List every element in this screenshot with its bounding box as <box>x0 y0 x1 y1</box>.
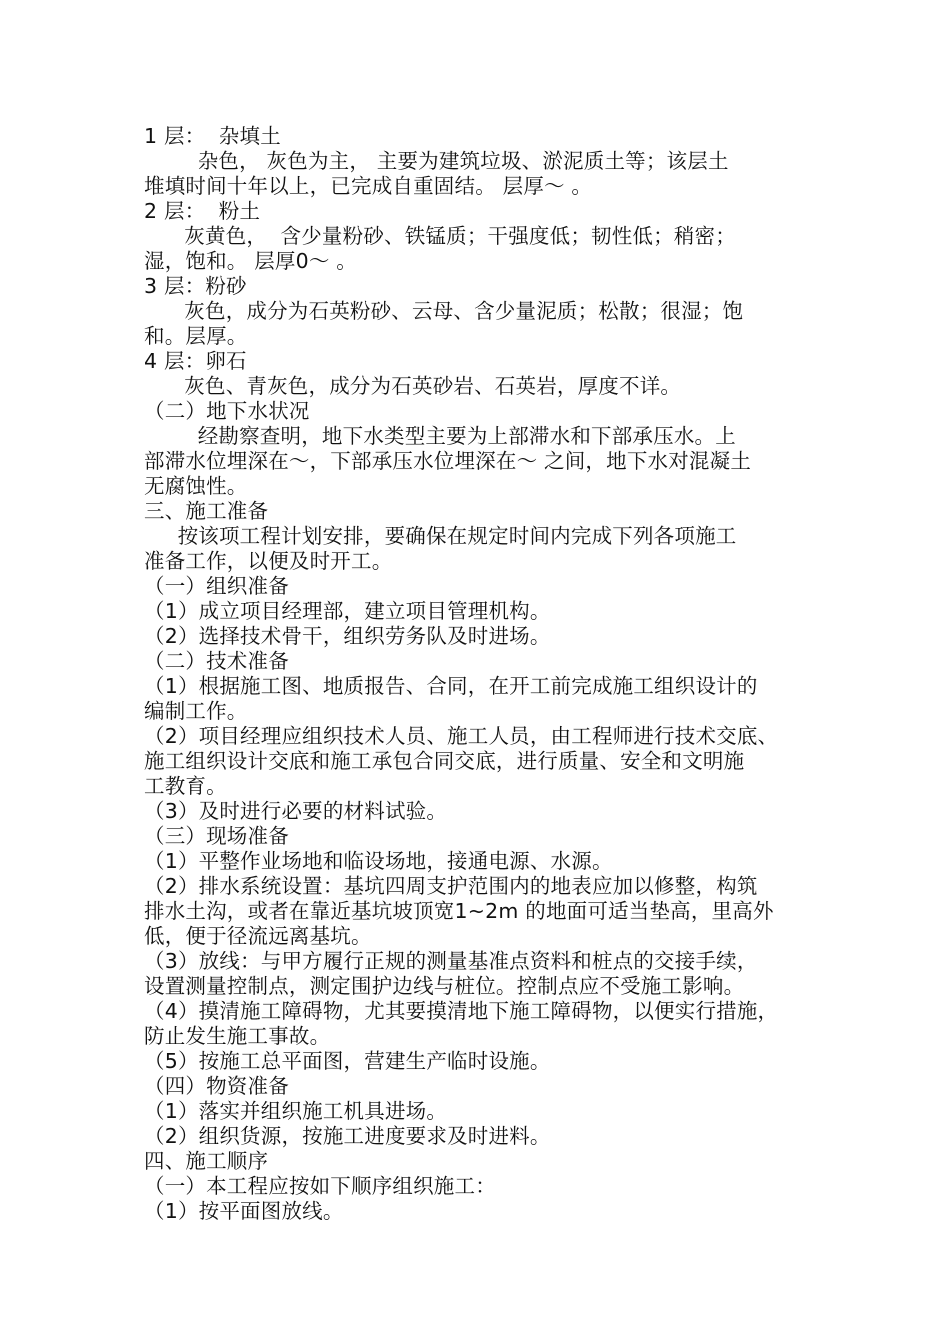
text-line: 工教育。 <box>144 774 227 798</box>
text-line: （4）摸清施工障碍物，尤其要摸清地下施工障碍物，以便实行措施， <box>144 999 779 1023</box>
text-line: 杂色， 灰色为主， 主要为建筑垃圾、淤泥质土等；该层土 <box>144 149 729 173</box>
text-line: 无腐蚀性。 <box>144 474 248 498</box>
text-line: （1）根据施工图、地质报告、合同，在开工前完成施工组织设计的 <box>144 674 758 698</box>
text-line: 3 层：粉砂 <box>144 274 247 298</box>
section-heading: （一）组织准备 <box>144 574 289 598</box>
text-line: 按该项工程计划安排，要确保在规定时间内完成下列各项施工 <box>144 524 737 548</box>
text-line: 部滞水位埋深在～，下部承压水位埋深在～ 之间，地下水对混凝土 <box>144 449 752 473</box>
section-heading: （三）现场准备 <box>144 824 289 848</box>
text-line: （2）项目经理应组织技术人员、施工人员，由工程师进行技术交底、 <box>144 724 779 748</box>
text-line: 4 层：卵石 <box>144 349 247 373</box>
text-line: （1）成立项目经理部，建立项目管理机构。 <box>144 599 551 623</box>
section-heading: （二）技术准备 <box>144 649 289 673</box>
text-line: （1）按平面图放线。 <box>144 1199 344 1223</box>
section-heading: 四、施工顺序 <box>144 1149 269 1173</box>
text-line: 堆填时间十年以上，已完成自重固结。 层厚～ 。 <box>144 174 593 198</box>
text-line: （1）落实并组织施工机具进场。 <box>144 1099 448 1123</box>
text-line: 施工组织设计交底和施工承包合同交底，进行质量、安全和文明施 <box>144 749 745 773</box>
text-line: （3）及时进行必要的材料试验。 <box>144 799 448 823</box>
text-line: （一）本工程应按如下顺序组织施工： <box>144 1174 496 1198</box>
text-line: 低，便于径流远离基坑。 <box>144 924 372 948</box>
text-line: 排水土沟，或者在靠近基坑坡顶宽1~2m 的地面可适当垫高，里高外 <box>144 899 774 923</box>
document-page <box>144 124 834 1224</box>
text-line: 2 层： 粉土 <box>144 199 261 223</box>
text-line: 设置测量控制点，测定围护边线与桩位。控制点应不受施工影响。 <box>144 974 745 998</box>
text-line: 灰黄色， 含少量粉砂、铁锰质；干强度低；韧性低；稍密； <box>144 224 736 248</box>
text-line: （3）放线：与甲方履行正规的测量基准点资料和桩点的交接手续， <box>144 949 758 973</box>
text-line: （2）选择技术骨干，组织劳务队及时进场。 <box>144 624 551 648</box>
text-line: 灰色，成分为石英粉砂、云母、含少量泥质；松散；很湿；饱 <box>144 299 744 323</box>
text-line: 编制工作。 <box>144 699 248 723</box>
text-line: 经勘察查明，地下水类型主要为上部滞水和下部承压水。上 <box>144 424 736 448</box>
text-line: （2）组织货源，按施工进度要求及时进料。 <box>144 1124 551 1148</box>
text-line: 灰色、青灰色，成分为石英砂岩、石英岩，厚度不详。 <box>144 374 682 398</box>
text-line: 1 层： 杂填土 <box>144 124 281 148</box>
text-line: 湿，饱和。 层厚0～ 。 <box>144 249 357 273</box>
text-line: （5）按施工总平面图，营建生产临时设施。 <box>144 1049 551 1073</box>
text-line: 准备工作，以便及时开工。 <box>144 549 393 573</box>
section-heading: 三、施工准备 <box>144 499 269 523</box>
text-line: （2）排水系统设置：基坑四周支护范围内的地表应加以修整，构筑 <box>144 874 758 898</box>
section-heading: （二）地下水状况 <box>144 399 310 423</box>
text-line: （1）平整作业场地和临设场地，接通电源、水源。 <box>144 849 613 873</box>
text-line: 和。层厚。 <box>144 324 248 348</box>
text-line: 防止发生施工事故。 <box>144 1024 331 1048</box>
section-heading: （四）物资准备 <box>144 1074 289 1098</box>
